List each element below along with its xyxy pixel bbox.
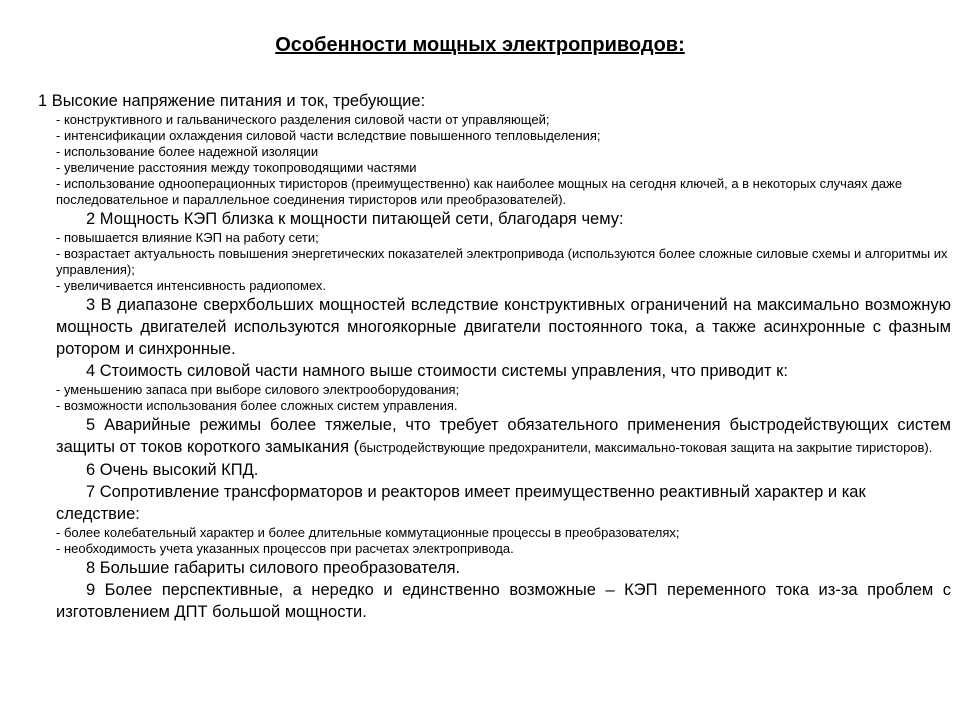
item-2-heading: 2 Мощность КЭП близка к мощности питающей сети, благодаря чему:	[86, 210, 624, 228]
item-4-heading: 4 Стоимость силовой части намного выше стоимости системы управления, что приводит к:	[86, 362, 788, 380]
item-2-bullet: - возрастает актуальность повышения энергетических показателей электропривода (используются более сложные силовые схемы и алгоритмы их управления);	[56, 246, 948, 277]
item-7-bullet: - необходимость учета указанных процессов при расчетах электропривода.	[56, 541, 514, 556]
item-1-bullet: - использование более надежной изоляции	[56, 144, 319, 159]
item-1-bullet: - интенсификации охлаждения силовой части вследствие повышенного тепловыделения;	[56, 128, 601, 143]
item-1-heading: 1 Высокие напряжение питания и ток, требующие:	[38, 92, 426, 110]
item-6-heading: 6 Очень высокий КПД.	[86, 461, 259, 479]
item-1-bullet: - использование однооперационных тиристоров (преимущественно) как наиболее мощных на сегодня ключей, а в некоторых случаях даже последовательное и параллельное соединения тиристоров или преобразователей).	[56, 176, 903, 207]
item-2-bullet: - повышается влияние КЭП на работу сети;	[56, 230, 319, 245]
item-5-text: 5 Аварийные режимы более тяжелые, что требует обязательного применения быстродействующих систем защиты от токов короткого замыкания (	[56, 416, 951, 456]
content-body	[38, 90, 951, 623]
item-1-bullet: - увеличение расстояния между токопроводящими частями	[56, 160, 417, 175]
item-4-bullet: - уменьшению запаса при выборе силового электрооборудования;	[56, 382, 460, 397]
item-4-bullet: - возможности использования более сложных систем управления.	[56, 398, 458, 413]
page-title: Особенности мощных электроприводов:	[275, 34, 685, 56]
item-2-bullet: - увеличивается интенсивность радиопомех.	[56, 278, 327, 293]
item-8-heading: 8 Большие габариты силового преобразователя.	[86, 559, 461, 577]
item-1-bullet: - конструктивного и гальванического разделения силовой части от управляющей;	[56, 112, 550, 127]
item-7-bullet: - более колебательный характер и более длительные коммутационные процессы в преобразователях;	[56, 525, 680, 540]
item-3-heading: 3 В диапазоне сверхбольших мощностей вследствие конструктивных ограничений на максимально возможную мощность двигателей используются многоякорные двигатели постоянного тока, а также асинхронные с фазным ротором и синхронные.	[56, 296, 951, 358]
item-5-note: быстродействующие предохранители, максимально-токовая защита на закрытие тиристоров).	[359, 440, 933, 455]
item-5-heading	[56, 414, 951, 459]
item-7-heading: 7 Сопротивление трансформаторов и реакторов имеет преимущественно реактивный характер и как следствие:	[56, 483, 866, 523]
item-9-heading: 9 Более перспективные, а нередко и единственно возможные – КЭП переменного тока из-за проблем с изготовлением ДПТ большой мощности.	[56, 581, 951, 621]
